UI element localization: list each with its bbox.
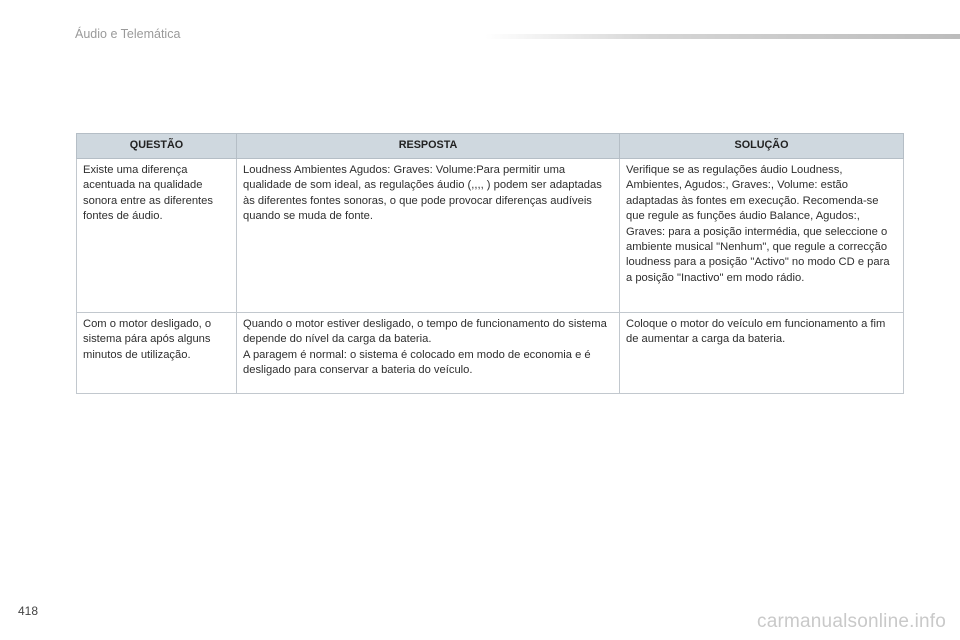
answer-paragraph: A paragem é normal: o sistema é colocado em modo de economia e é desligado para conservar a bateria do veículo. [243,348,591,377]
solution-cell: Coloque o motor do veículo em funcionamento a fim de aumentar a carga da bateria. [620,313,904,394]
page-number: 418 [18,604,39,618]
table-header-row [77,134,904,159]
watermark: carmanualsonline.info [757,611,947,632]
column-header-answer: RESPOSTA [237,134,620,159]
answer-paragraph: Loudness Ambientes Agudos: Graves: Volume:Para permitir uma qualidade de som ideal, as regulações áudio (,,,, ) podem ser adaptadas às diferentes fontes sonoras, o que pode provocar diferenças audíveis quando se muda de fonte. [243,164,602,223]
column-header-question: QUESTÃO [77,134,237,159]
faq-table [76,133,904,394]
column-header-solution: SOLUÇÃO [620,134,904,159]
table-row [77,313,904,394]
answer-cell [237,313,620,394]
question-cell: Com o motor desligado, o sistema pára após alguns minutos de utilização. [77,313,237,394]
question-cell: Existe uma diferença acentuada na qualidade sonora entre as diferentes fontes de áudio. [77,159,237,313]
header-divider [485,34,960,39]
answer-paragraph: Quando o motor estiver desligado, o tempo de funcionamento do sistema depende do nível da carga da bateria. [243,318,607,346]
section-title: Áudio e Telemática [75,27,181,41]
answer-cell [237,159,620,313]
solution-cell: Verifique se as regulações áudio Loudness, Ambientes, Agudos:, Graves:, Volume: estão adaptadas às fontes em execução. Recomenda-se que regule as funções áudio Balance, Agudos:, Graves: para a posição intermédia, que seleccione o ambiente musical "Nenhum", que regule a correcção loudness para a posição "Activo" no modo CD e para a posição "Inactivo" em modo rádio. [620,159,904,313]
table-row [77,159,904,313]
